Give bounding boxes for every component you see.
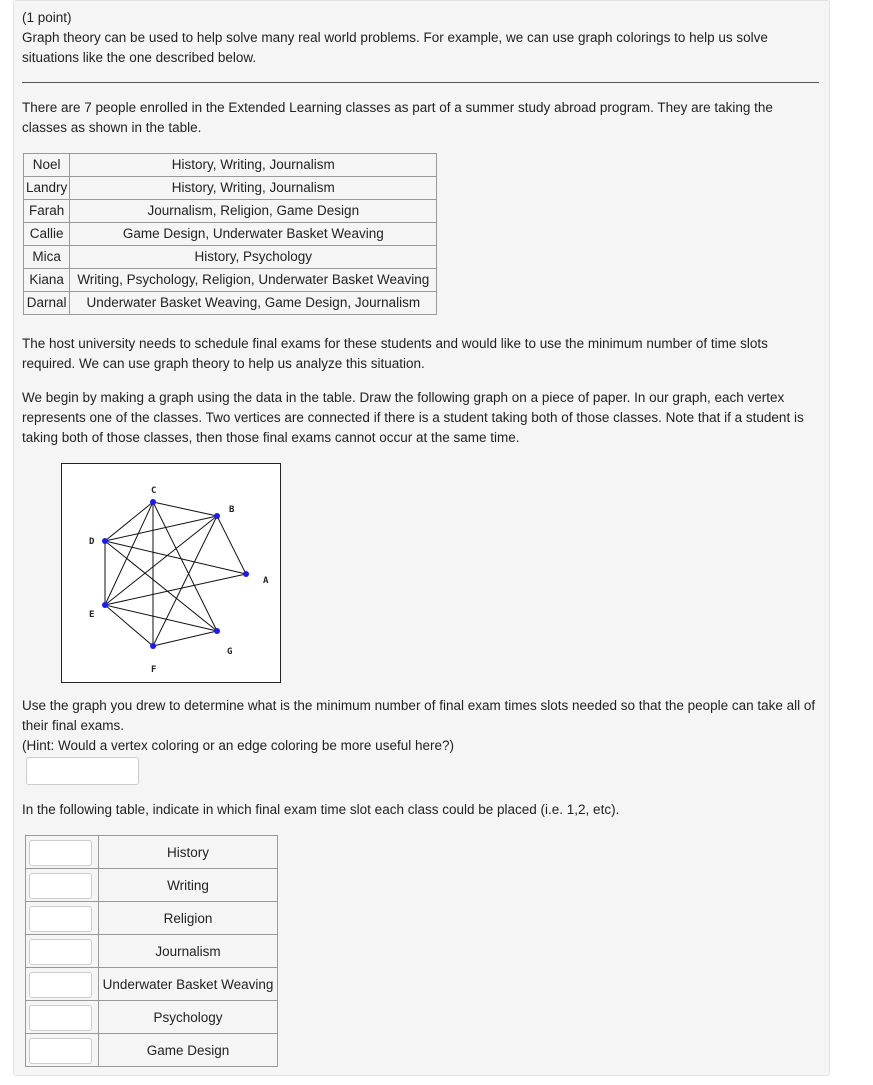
enrollment-row xyxy=(24,246,437,269)
slot-class-label: Writing xyxy=(99,869,278,902)
graph-edge-EF xyxy=(105,605,153,646)
student-name: Landry xyxy=(24,177,70,200)
graph-vertex-G xyxy=(214,628,220,634)
slot-input-cell xyxy=(26,836,99,869)
slot-input-cell xyxy=(26,968,99,1001)
enrollment-row xyxy=(24,292,437,315)
graph-vertex-C xyxy=(150,499,156,505)
slot-input[interactable] xyxy=(29,873,92,899)
schedule-text: The host university needs to schedule final exams for these students and would like to use the minimum number of time slots required. We can use graph theory to help us analyze this situation. xyxy=(22,336,768,371)
student-name: Kiana xyxy=(24,269,70,292)
graph-edge-CE xyxy=(105,502,153,605)
divider xyxy=(22,82,819,83)
student-classes: Journalism, Religion, Game Design xyxy=(70,200,437,223)
graph-vertex-label: E xyxy=(89,610,95,620)
graph-vertex-label: G xyxy=(227,647,233,657)
slot-row xyxy=(26,869,278,902)
graph-vertex-label: F xyxy=(151,665,157,675)
slot-input[interactable] xyxy=(29,1038,92,1064)
question1-text: Use the graph you drew to determine what is the minimum number of final exam times slots needed so that the people can take all of their final exams. xyxy=(22,698,816,733)
slot-input-cell xyxy=(26,935,99,968)
slot-input[interactable] xyxy=(29,939,92,965)
student-name: Darnal xyxy=(24,292,70,315)
graph-vertex-E xyxy=(102,602,108,608)
enrollment-row xyxy=(24,223,437,246)
question2-text: In the following table, indicate in which final exam time slot each class could be placed (i.e. 1,2, etc). xyxy=(22,802,620,817)
slot-class-label: History xyxy=(99,836,278,869)
graph-vertex-A xyxy=(243,571,249,577)
graph-vertex-label: A xyxy=(263,576,269,586)
slot-row xyxy=(26,836,278,869)
graph-vertex-label: C xyxy=(151,486,157,496)
slot-class-label: Psychology xyxy=(99,1001,278,1034)
student-name: Callie xyxy=(24,223,70,246)
student-name: Noel xyxy=(24,154,70,177)
graph-vertex-D xyxy=(102,538,108,544)
graph-edge-CG xyxy=(153,502,217,631)
slot-row xyxy=(26,1001,278,1034)
student-classes: Writing, Psychology, Religion, Underwater Basket Weaving xyxy=(70,269,437,292)
graph-svg xyxy=(62,464,280,682)
slot-class-label: Journalism xyxy=(99,935,278,968)
slot-class-label: Underwater Basket Weaving xyxy=(99,968,278,1001)
enrollment-table xyxy=(23,153,437,315)
slot-row xyxy=(26,1034,278,1067)
slot-input-cell xyxy=(26,1034,99,1067)
intro-text: Graph theory can be used to help solve many real world problems. For example, we can use graph colorings to help us solve situations like the one described below. xyxy=(22,30,768,65)
graph-vertex-label: D xyxy=(89,537,95,547)
enrollment-row xyxy=(24,269,437,292)
min-slots-input[interactable] xyxy=(26,757,139,785)
graph-vertex-B xyxy=(214,513,220,519)
slot-row xyxy=(26,935,278,968)
slot-input[interactable] xyxy=(29,906,92,932)
enrollment-row xyxy=(24,200,437,223)
student-classes: History, Writing, Journalism xyxy=(70,154,437,177)
slot-input[interactable] xyxy=(29,1005,92,1031)
slot-class-label: Religion xyxy=(99,902,278,935)
slot-input[interactable] xyxy=(29,972,92,998)
slot-input[interactable] xyxy=(29,840,92,866)
graph-edge-BF xyxy=(153,516,217,646)
points-label: (1 point) xyxy=(22,10,72,25)
graph-edge-BA xyxy=(217,516,246,574)
enrollment-row xyxy=(24,154,437,177)
enrollment-row xyxy=(24,177,437,200)
graph-edge-FG xyxy=(153,631,217,646)
graph-vertex-label: B xyxy=(229,505,235,515)
graph-vertex-F xyxy=(150,643,156,649)
setup-text: There are 7 people enrolled in the Extended Learning classes as part of a summer study abroad program. They are taking the classes as shown in the table. xyxy=(22,100,773,135)
graph-edge-BE xyxy=(105,516,217,605)
graph-edge-BD xyxy=(105,516,217,541)
student-classes: Game Design, Underwater Basket Weaving xyxy=(70,223,437,246)
slot-input-cell xyxy=(26,869,99,902)
slot-class-label: Game Design xyxy=(99,1034,278,1067)
student-classes: History, Psychology xyxy=(70,246,437,269)
student-classes: History, Writing, Journalism xyxy=(70,177,437,200)
slot-input-cell xyxy=(26,1001,99,1034)
student-classes: Underwater Basket Weaving, Game Design, Journalism xyxy=(70,292,437,315)
graph-instructions: We begin by making a graph using the data in the table. Draw the following graph on a piece of paper. In our graph, each vertex represents one of the classes. Two vertices are connected if there is a student taking both of those classes. Note that if a student is taking both of those classes, then those final exams cannot occur at the same time. xyxy=(22,390,804,445)
class-conflict-graph xyxy=(61,463,281,683)
slot-row xyxy=(26,968,278,1001)
slot-input-cell xyxy=(26,902,99,935)
slot-row xyxy=(26,902,278,935)
time-slot-table xyxy=(25,835,278,1067)
question1-hint: (Hint: Would a vertex coloring or an edge coloring be more useful here?) xyxy=(22,738,454,753)
student-name: Mica xyxy=(24,246,70,269)
student-name: Farah xyxy=(24,200,70,223)
graph-edge-CB xyxy=(153,502,217,516)
